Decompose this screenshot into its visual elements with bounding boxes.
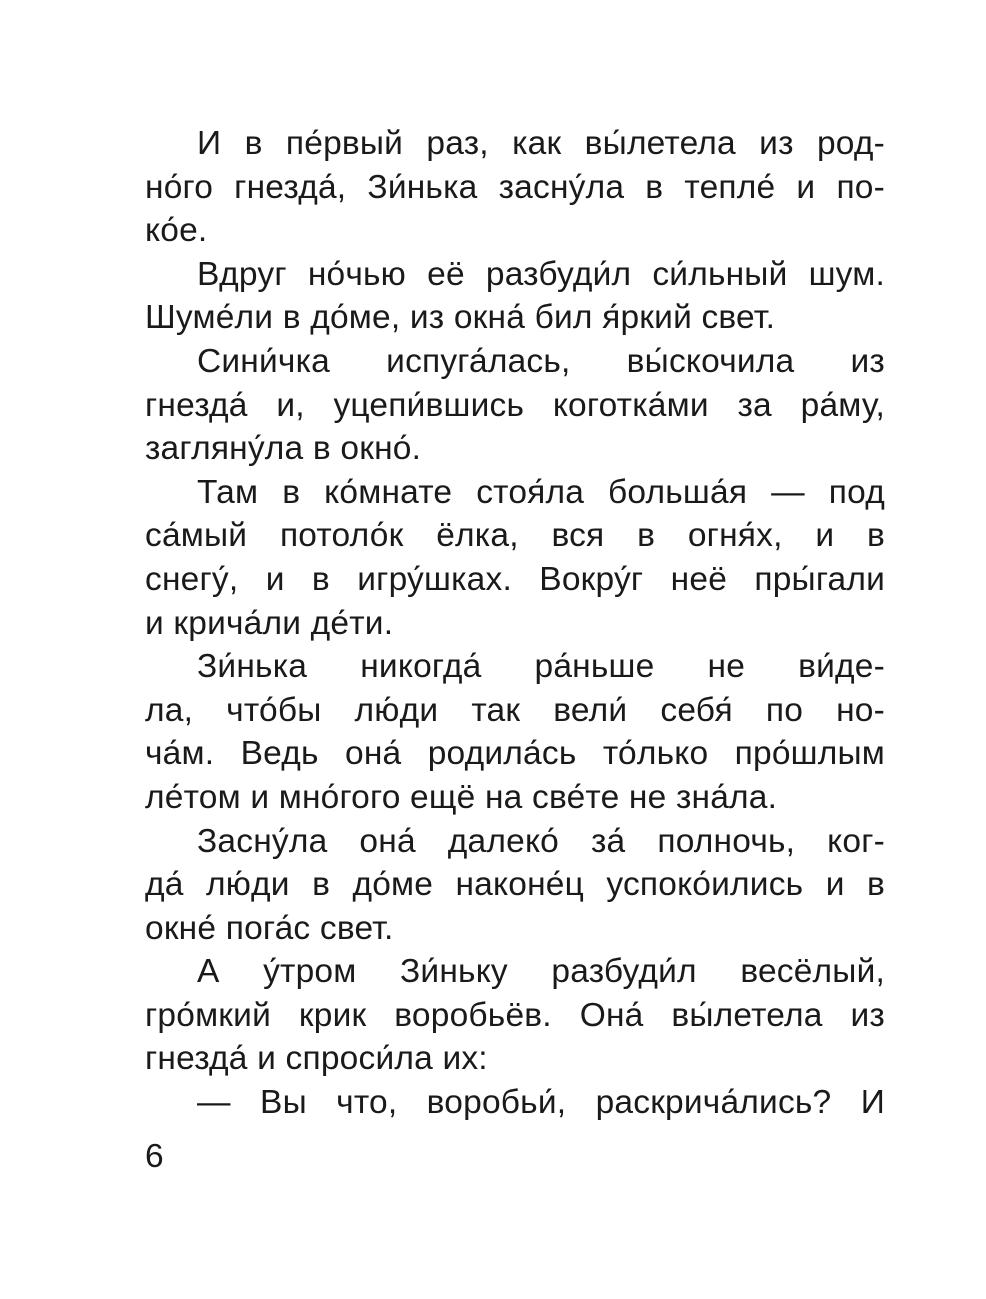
text-line: Там в ко́мнате стоя́ла больша́я — под [197,473,885,511]
text-line: гнезда́ и, уцепи́вшись коготка́ми за ра́му, [145,386,885,424]
text-line: ле́том и мно́гого ещё на све́те не зна́ла. [145,778,778,816]
page-number: 6 [145,1138,164,1175]
text-line: ча́м. Ведь она́ родила́сь то́лько про́шлым [145,735,885,773]
text-line: да́ лю́ди в до́ме наконе́ц успоко́ились и в [145,866,885,904]
text-line: снегу́, и в игру́шках. Вокру́г неё пры́гали [145,560,885,598]
text-line: са́мый потоло́к ёлка, вся в огня́х, и в [145,517,885,555]
text-line: Шуме́ли в до́ме, из окна́ бил я́ркий свет. [145,299,776,337]
text-line: ла, что́бы лю́ди так вели́ себя́ по но- [145,691,885,729]
text-line: Зи́нька никогда́ ра́ньше не ви́де- [197,648,885,686]
text-line: и крича́ли де́ти. [145,604,394,642]
text-line: гнезда́ и спроси́ла их: [145,1040,488,1078]
page-text [145,122,885,1125]
text-line: гро́мкий крик воробьёв. Она́ вы́летела из [145,996,885,1034]
text-line: окне́ пога́с свет. [145,909,394,947]
text-line: Вдруг но́чью её разбуди́л си́льный шум. [197,255,885,293]
text-line: загляну́ла в окно́. [145,430,422,468]
text-line: Засну́ла она́ далеко́ за́ полночь, ког- [197,822,885,860]
text-line: И в пе́рвый раз, как вы́летела из род- [197,125,885,162]
text-line: — Вы что, воробьи́, раскрича́лись? И [197,1084,885,1122]
text-line: А у́тром Зи́ньку разбуди́л весёлый, [197,953,885,991]
text-line: ко́е. [145,212,208,250]
text-line: Сини́чка испуга́лась, вы́скочила из [197,342,885,380]
text-line: но́го гнезда́, Зи́нька засну́ла в тепле́ и по- [145,168,885,206]
